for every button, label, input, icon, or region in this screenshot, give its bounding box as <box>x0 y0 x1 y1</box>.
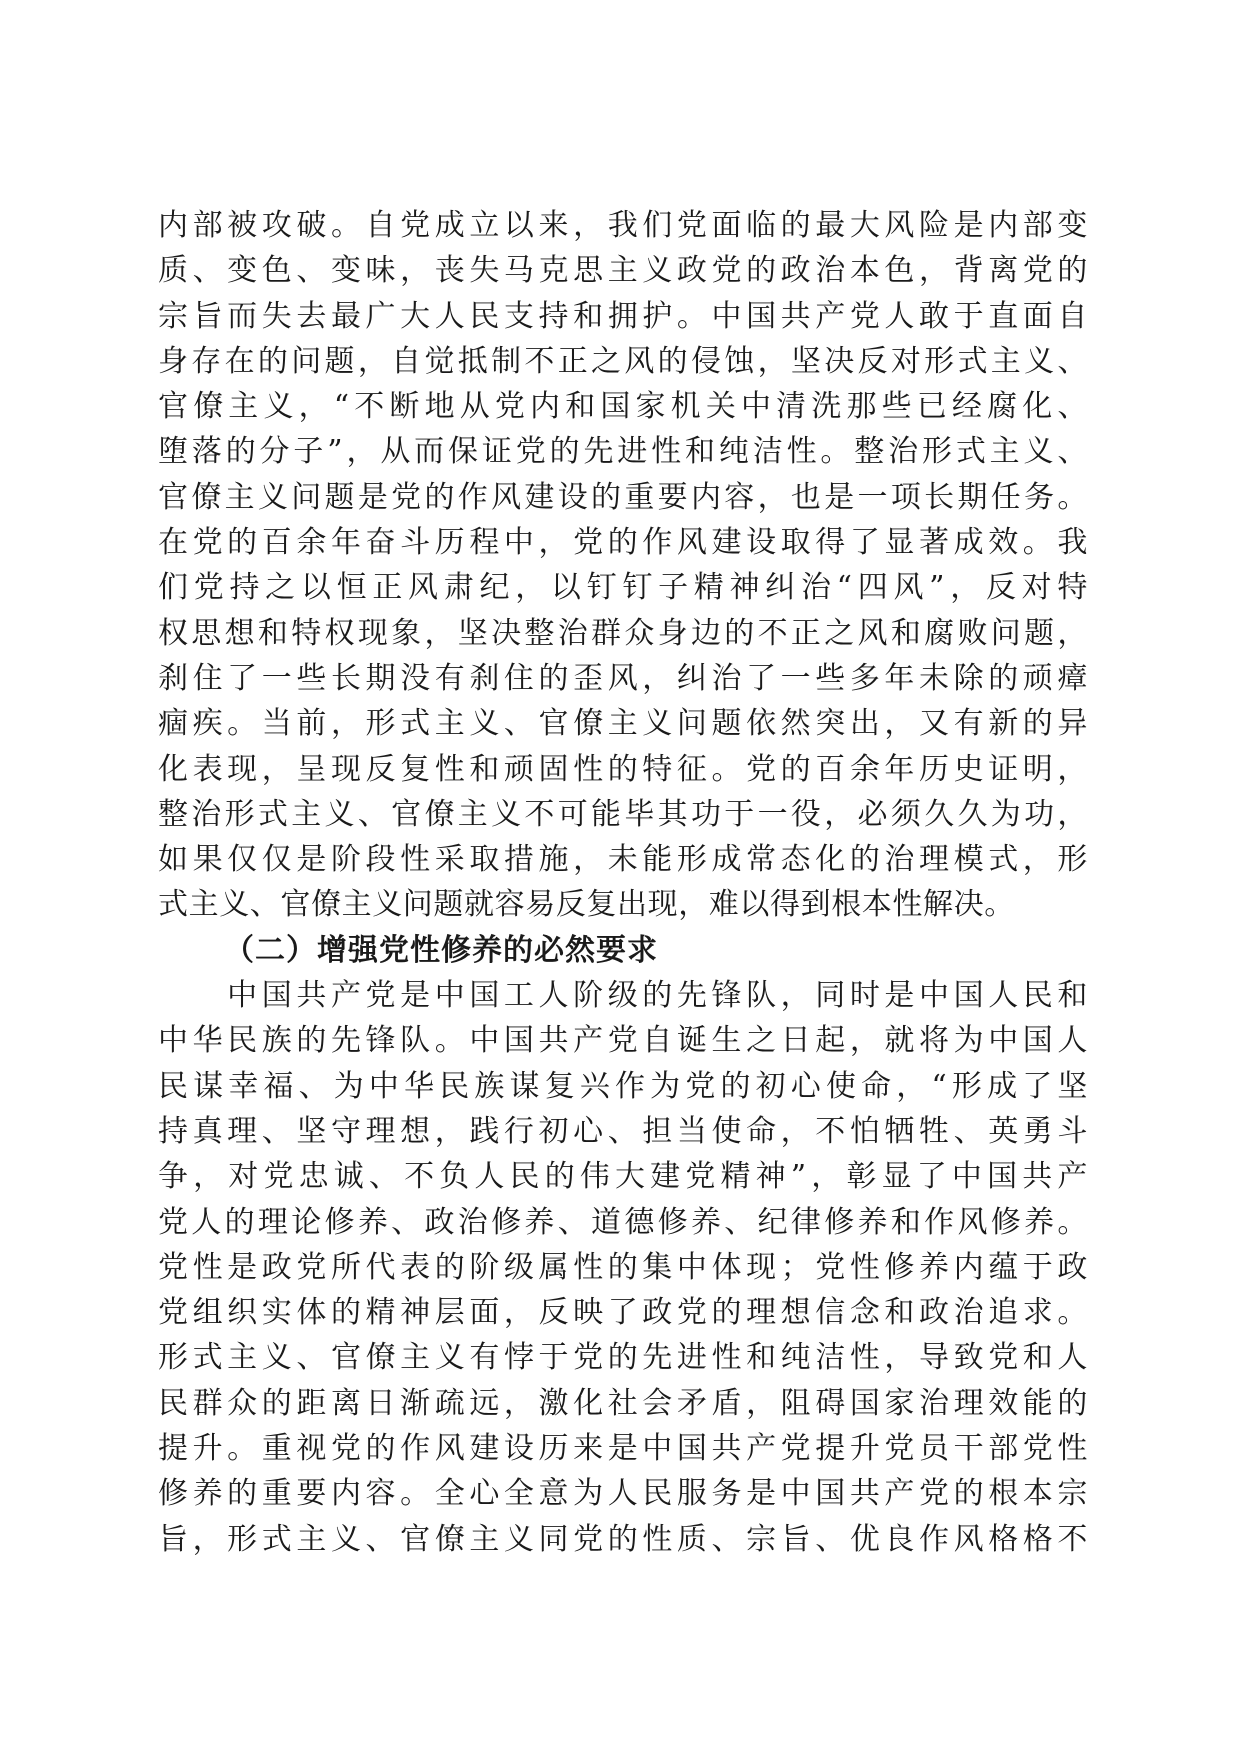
text-line: 如果仅仅是阶段性采取措施，未能形成常态化的治理模式，形 <box>158 842 1088 878</box>
text-line: 身存在的问题，自觉抵制不正之风的侵蚀，坚决反对形式主义、 <box>158 343 1088 379</box>
text-line: 中华民族的先锋队。中国共产党自诞生之日起，就将为中国人 <box>158 1023 1088 1059</box>
text-line: 内部被攻破。自党成立以来，我们党面临的最大风险是内部变 <box>158 208 1088 243</box>
paragraph-2 <box>158 973 1088 1562</box>
text-line: 党人的理论修养、政治修养、道德修养、纪律修养和作风修养。 <box>158 1204 1088 1240</box>
text-line: 争，对党忠诚、不负人民的伟大建党精神”，彰显了中国共产 <box>158 1159 1088 1195</box>
text-line: 整治形式主义、官僚主义不可能毕其功于一役，必须久久为功， <box>158 796 1088 832</box>
text-line: 民谋幸福、为中华民族谋复兴作为党的初心使命，“形成了坚 <box>158 1068 1088 1104</box>
text-line: 权思想和特权现象，坚决整治群众身边的不正之风和腐败问题， <box>158 615 1088 651</box>
text-line: 堕落的分子”，从而保证党的先进性和纯洁性。整治形式主义、 <box>158 434 1088 470</box>
document-body <box>158 203 1088 1562</box>
text-line: 们党持之以恒正风肃纪，以钉钉子精神纠治“四风”，反对特 <box>158 570 1088 606</box>
text-line: 官僚主义，“不断地从党内和国家机关中清洗那些已经腐化、 <box>158 389 1088 425</box>
text-line: 化表现，呈现反复性和顽固性的特征。党的百余年历史证明， <box>158 751 1088 787</box>
text-line: 质、变色、变味，丧失马克思主义政党的政治本色，背离党的 <box>158 253 1088 289</box>
text-line: 持真理、坚守理想，践行初心、担当使命，不怕牺牲、英勇斗 <box>158 1113 1088 1149</box>
text-line: 式主义、官僚主义问题就容易反复出现，难以得到根本性解决。 <box>158 887 1015 923</box>
text-line: 提升。重视党的作风建设历来是中国共产党提升党员干部党性 <box>158 1431 1088 1467</box>
text-line: 民群众的距离日渐疏远，激化社会矛盾，阻碍国家治理效能的 <box>158 1385 1088 1421</box>
section-heading: （二）增强党性修养的必然要求 <box>224 932 658 968</box>
text-line: 党性是政党所代表的阶级属性的集中体现；党性修养内蕴于政 <box>158 1249 1088 1285</box>
text-line: 官僚主义问题是党的作风建设的重要内容，也是一项长期任务。 <box>158 479 1088 515</box>
text-line: 刹住了一些长期没有刹住的歪风，纠治了一些多年未除的顽瘴 <box>158 660 1088 696</box>
text-line: 在党的百余年奋斗历程中，党的作风建设取得了显著成效。我 <box>158 525 1088 561</box>
text-line: 旨，形式主义、官僚主义同党的性质、宗旨、优良作风格格不 <box>158 1521 1088 1557</box>
text-line: 形式主义、官僚主义有悖于党的先进性和纯洁性，导致党和人 <box>158 1340 1088 1376</box>
text-line: 修养的重要内容。全心全意为人民服务是中国共产党的根本宗 <box>158 1476 1088 1512</box>
text-line: 中国共产党是中国工人阶级的先锋队，同时是中国人民和 <box>158 978 1088 1014</box>
text-line: 痼疾。当前，形式主义、官僚主义问题依然突出，又有新的异 <box>158 706 1088 742</box>
text-line: 党组织实体的精神层面，反映了政党的理想信念和政治追求。 <box>158 1295 1088 1331</box>
paragraph-1 <box>158 203 1088 928</box>
text-line: 宗旨而失去最广大人民支持和拥护。中国共产党人敢于直面自 <box>158 298 1088 334</box>
